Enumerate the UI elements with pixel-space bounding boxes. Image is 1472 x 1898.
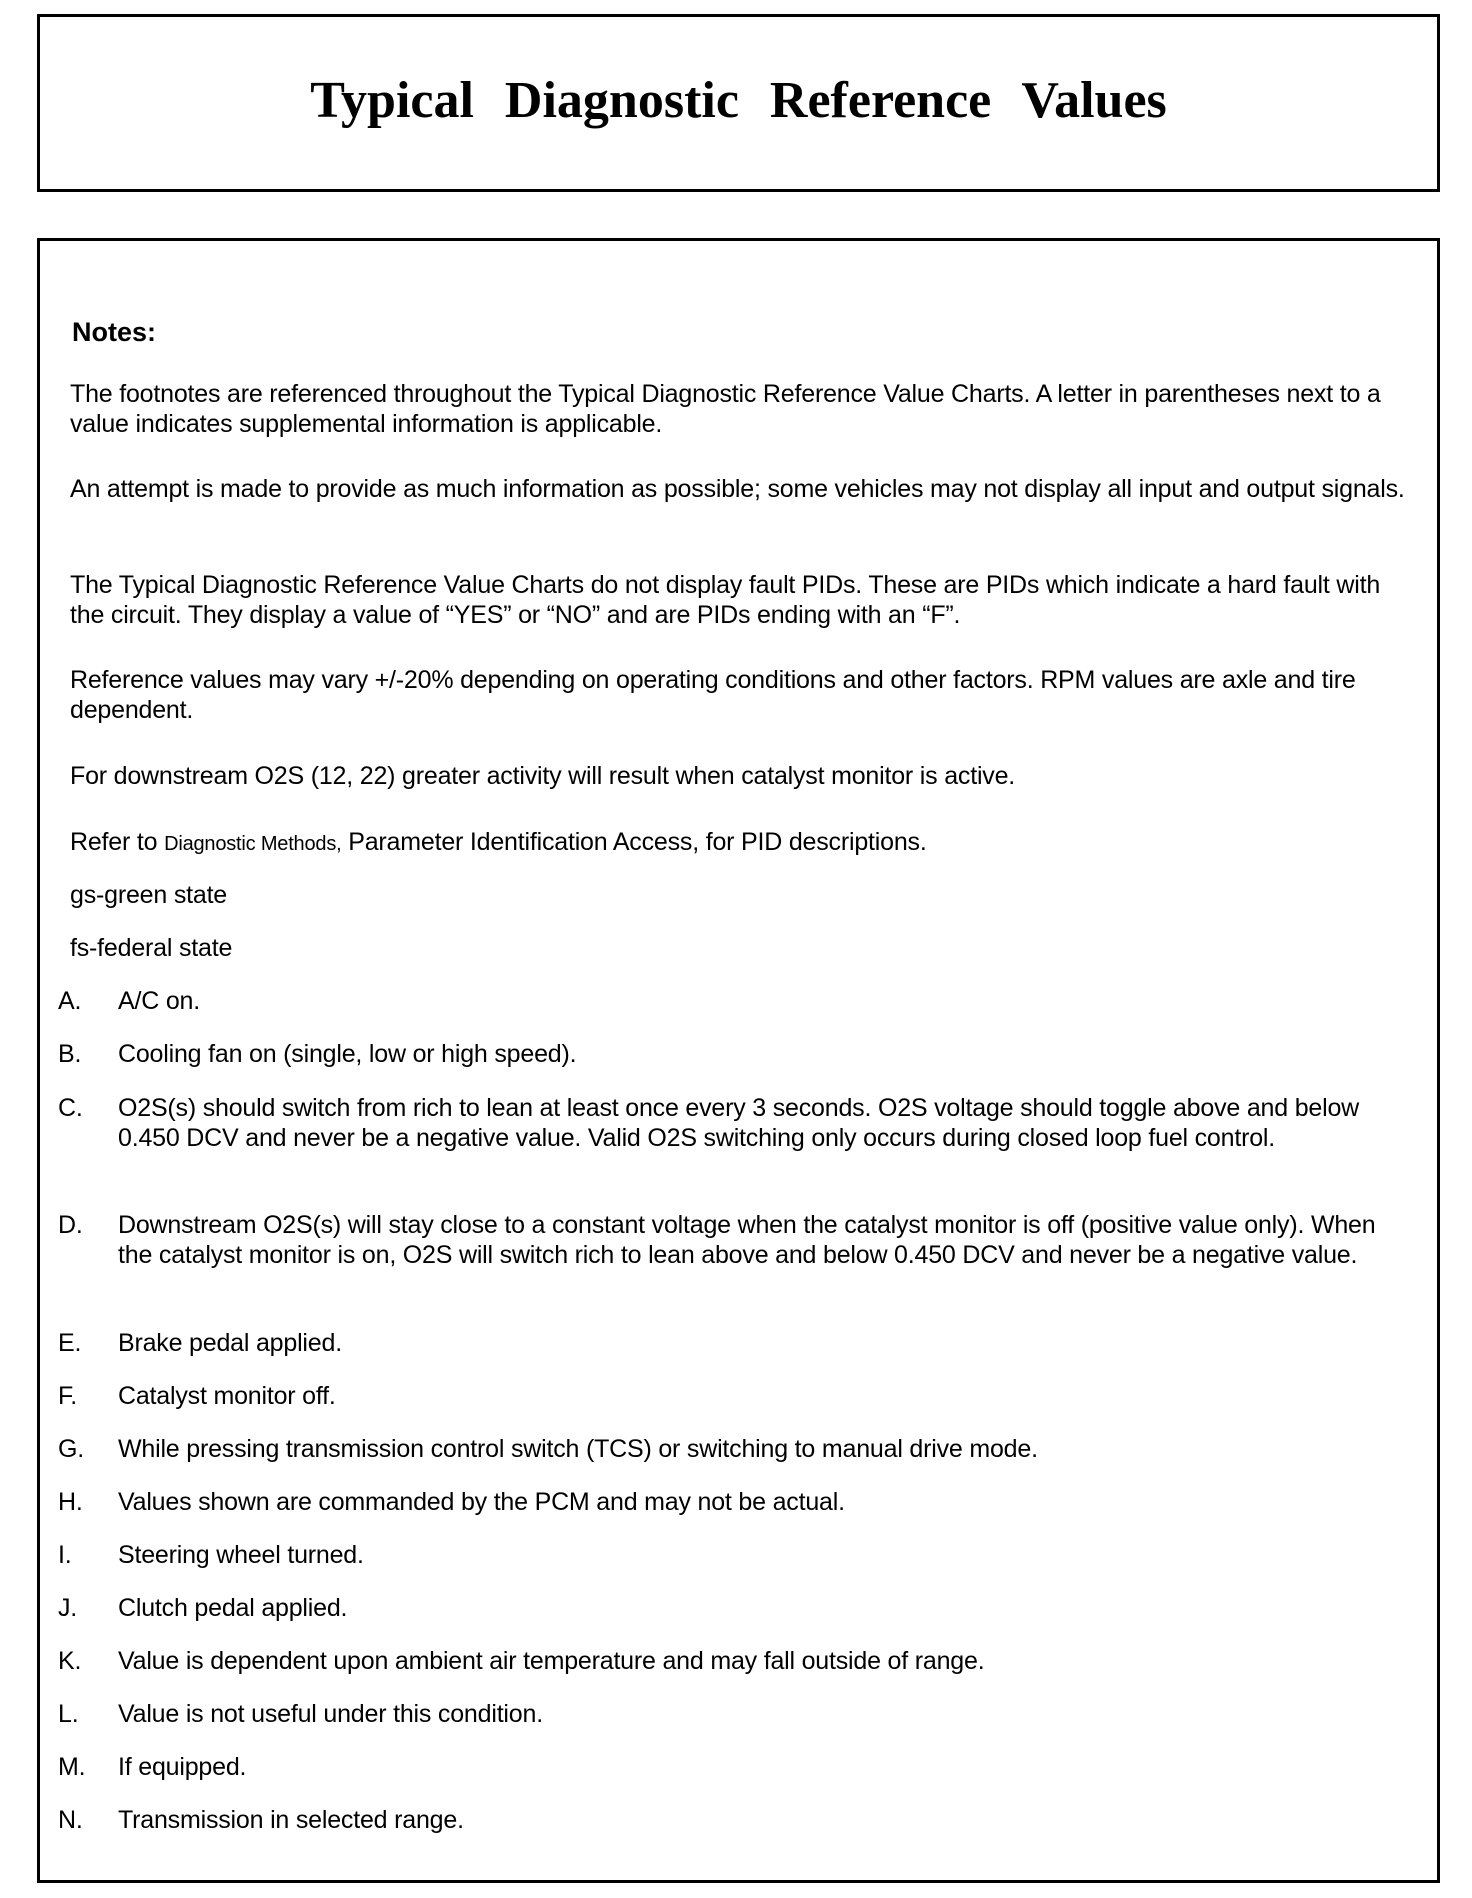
note-paragraph: For downstream O2S (12, 22) greater activity will result when catalyst monitor is active. [70,762,1016,790]
footnote-letter: B. [58,1040,82,1068]
footnote-text: While pressing transmission control switch (TCS) or switching to manual drive mode. [118,1435,1038,1463]
footnote-letter: M. [58,1753,86,1781]
footnote-item [58,1328,1410,1358]
footnote-text: If equipped. [118,1753,247,1781]
footnote-letter: N. [58,1806,83,1834]
refer-suffix: Parameter Identification Access, for PID descriptions. [341,828,927,856]
title-box [37,14,1440,192]
note-paragraph: An attempt is made to provide as much information as possible; some vehicles may not display all input and output signals. [70,475,1405,503]
footnote-item [58,1593,1410,1623]
footnote-letter: K. [58,1647,82,1675]
refer-doc-title: Diagnostic Methods, [164,833,342,855]
footnote-text: Value is dependent upon ambient air temperature and may fall outside of range. [118,1647,985,1675]
note-paragraph: The footnotes are referenced throughout the Typical Diagnostic Reference Value Charts. A letter in parentheses next to a value indicates supplemental information is applicable. [70,380,1381,438]
footnote-item [58,986,1410,1016]
footnote-text: Transmission in selected range. [118,1806,464,1834]
footnote-item [58,1210,1410,1270]
footnote-item [58,1646,1410,1676]
footnote-letter: G. [58,1435,84,1463]
abbrev-fs: fs-federal state [70,934,233,962]
footnote-letter: D. [58,1211,83,1239]
footnote-letter: H. [58,1488,83,1516]
footnote-letter: F. [58,1382,78,1410]
footnote-item [58,1381,1410,1411]
notes-box [37,238,1440,1883]
note-paragraph: The Typical Diagnostic Reference Value Charts do not display fault PIDs. These are PIDs which indicate a hard fault with the circuit. They display a value of “YES” or “NO” and are PIDs ending with an “F”. [70,571,1381,629]
notes-heading: Notes: [72,317,157,347]
footnote-item [58,1093,1410,1153]
footnote-text: Catalyst monitor off. [118,1382,336,1410]
refer-paragraph [70,827,1410,859]
footnote-text: O2S(s) should switch from rich to lean at least once every 3 seconds. O2S voltage should toggle above and below 0.450 DCV and never be a negative value. Valid O2S switching only occurs during closed loop fuel control. [118,1094,1360,1152]
footnote-letter: L. [58,1700,79,1728]
footnote-letter: C. [58,1094,83,1122]
footnote-item [58,1805,1410,1835]
footnote-item [58,1699,1410,1729]
footnote-item [58,1039,1410,1069]
note-paragraph: Reference values may vary +/-20% depending on operating conditions and other factors. RPM values are axle and tire dependent. [70,666,1356,724]
footnote-text: Downstream O2S(s) will stay close to a constant voltage when the catalyst monitor is off (positive value only). When the catalyst monitor is on, O2S will switch rich to lean above and below 0.450 DCV and never be a negative value. [118,1211,1376,1269]
page-title: Typical Diagnostic Reference Values [310,71,1167,129]
refer-prefix: Refer to [70,828,165,856]
footnote-letter: E. [58,1329,82,1357]
footnote-text: A/C on. [118,987,200,1015]
footnote-item [58,1752,1410,1782]
footnote-text: Clutch pedal applied. [118,1594,348,1622]
footnote-item [58,1487,1410,1517]
footnote-item [58,1434,1410,1464]
footnote-letter: A. [58,987,82,1015]
footnote-letter: I. [58,1541,72,1569]
footnote-text: Value is not useful under this condition. [118,1700,543,1728]
footnote-letter: J. [58,1594,78,1622]
footnote-text: Steering wheel turned. [118,1541,364,1569]
footnote-text: Values shown are commanded by the PCM and may not be actual. [118,1488,845,1516]
footnote-item [58,1540,1410,1570]
abbrev-gs: gs-green state [70,881,228,909]
footnote-text: Brake pedal applied. [118,1329,342,1357]
footnote-text: Cooling fan on (single, low or high speed). [118,1040,577,1068]
